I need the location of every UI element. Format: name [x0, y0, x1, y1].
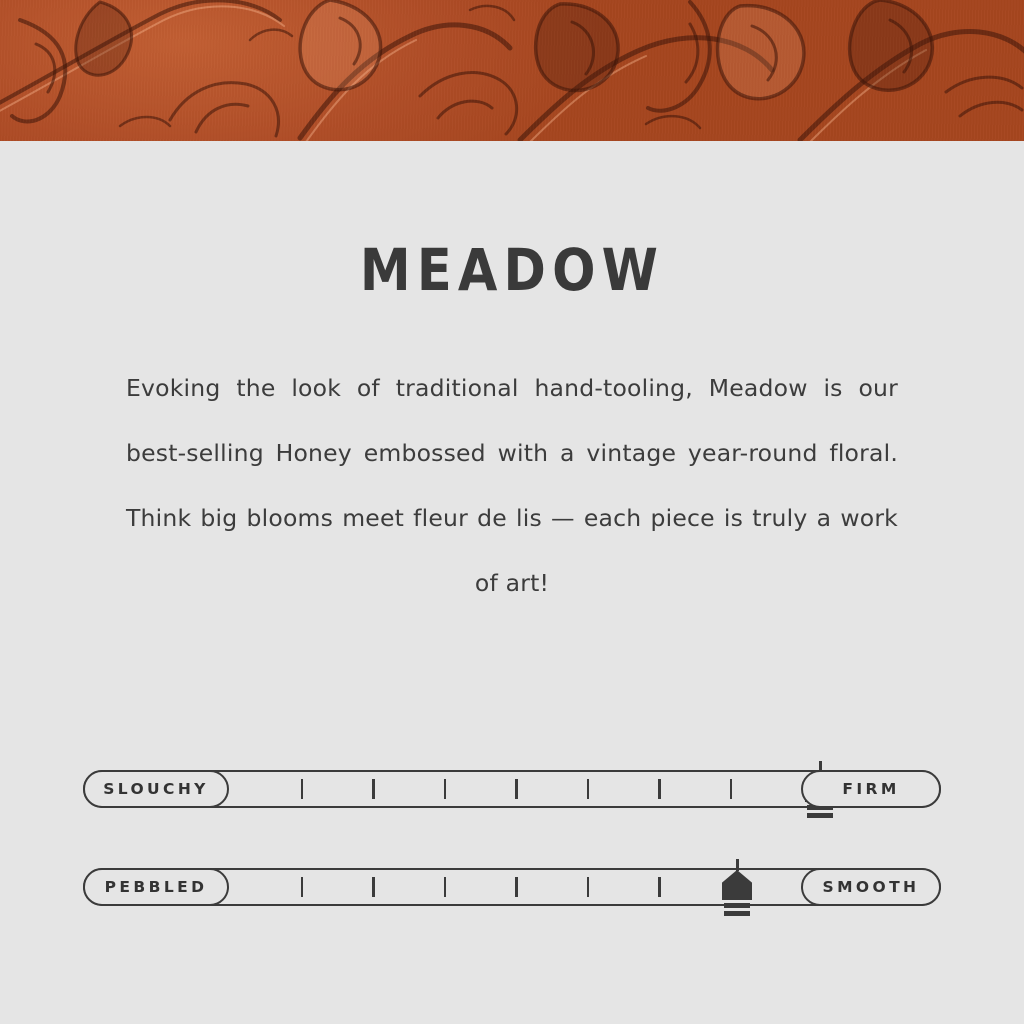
scale-tick	[301, 877, 304, 897]
scale-marker-texture	[720, 868, 754, 902]
scale-tick	[372, 779, 375, 799]
product-description: Evoking the look of traditional hand-tooling, Meadow is our best-selling Honey embossed with a vintage year-round floral. Think big blooms meet fleur de lis — each piece is truly a work of art!	[126, 374, 898, 597]
page-title: MEADOW	[359, 236, 665, 304]
scale-ticks	[229, 770, 801, 808]
scale-right-label-texture: SMOOTH	[801, 868, 941, 906]
scale-structure	[83, 770, 941, 816]
scale-tick	[444, 779, 447, 799]
scale-tick	[444, 877, 447, 897]
product-content	[0, 141, 1024, 616]
scale-right-label-structure: FIRM	[801, 770, 941, 808]
scale-tick	[515, 877, 518, 897]
marker-pin-icon	[720, 868, 754, 902]
scale-left-label-structure: SLOUCHY	[83, 770, 229, 808]
scale-tick	[301, 779, 304, 799]
scale-tick	[658, 877, 661, 897]
scale-ticks	[229, 868, 801, 906]
marker-house-shape	[722, 870, 752, 900]
scale-tick	[587, 877, 590, 897]
scale-tick	[730, 779, 733, 799]
leather-texture-banner	[0, 0, 1024, 141]
scale-tick	[515, 779, 518, 799]
marker-bar	[724, 911, 750, 916]
banner-grain-overlay	[0, 0, 1024, 141]
attribute-scales	[0, 770, 1024, 914]
scale-tick	[587, 779, 590, 799]
scale-tick	[658, 779, 661, 799]
scale-texture	[83, 868, 941, 914]
marker-bar	[807, 813, 833, 818]
scale-left-label-texture: PEBBLED	[83, 868, 229, 906]
scale-tick	[372, 877, 375, 897]
marker-bar	[724, 903, 750, 908]
